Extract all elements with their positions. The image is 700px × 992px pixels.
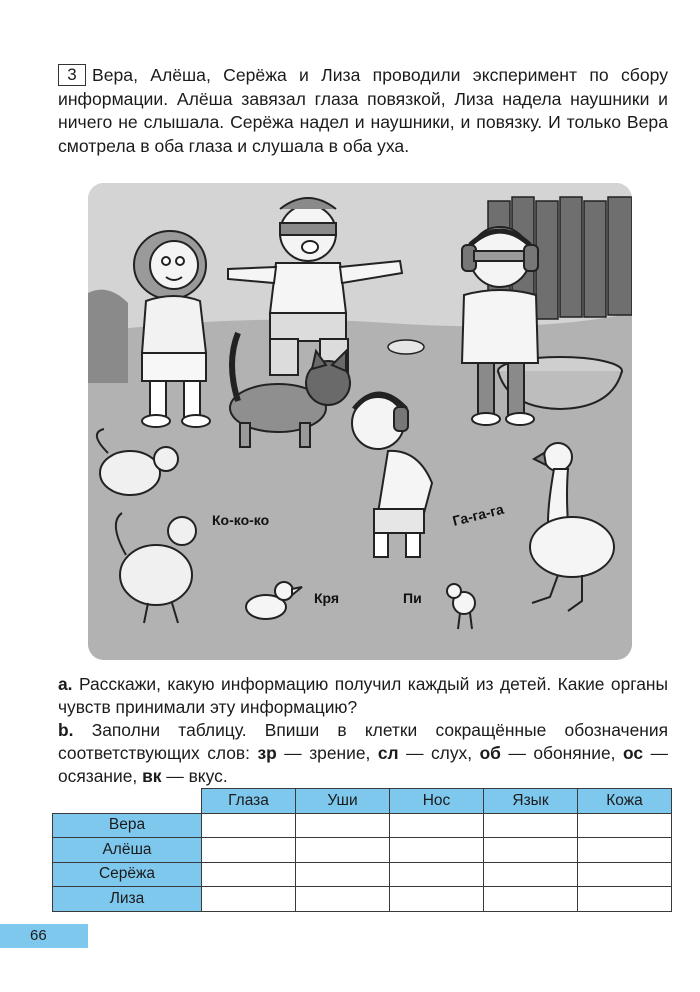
abbrev-code: вк (142, 766, 162, 786)
sound-goose: Га-га-га (450, 500, 506, 529)
column-header: Нос (390, 789, 484, 814)
column-header: Глаза (202, 789, 296, 814)
task-text: Вера, Алёша, Серёжа и Лиза проводили эксперимент по сбору информации. Алёша завязал глаза повязкой, Лиза надела наушники и ничего не слышала. Серёжа надел и наушники, и повязку. И только Вера смотрела в оба глаза и слушала в оба уха. (58, 65, 668, 156)
task-3 (58, 64, 668, 158)
illustration (88, 183, 632, 660)
table-cell[interactable] (296, 813, 390, 838)
table-cell[interactable] (484, 862, 578, 887)
abbrev-word: осязание (58, 766, 133, 786)
sound-duck: Кря (314, 590, 340, 606)
abbrev-code: ос (623, 743, 644, 763)
row-header: Алёша (53, 838, 202, 863)
row-header: Вера (53, 813, 202, 838)
page-number: 66 (0, 924, 88, 948)
column-header: Уши (296, 789, 390, 814)
question-a (58, 673, 668, 719)
senses-table (52, 788, 672, 912)
table-cell[interactable] (202, 862, 296, 887)
row-header: Лиза (53, 887, 202, 912)
sound-chick: Пи (403, 590, 422, 606)
table-row (53, 838, 672, 863)
question-a-text: Расскажи, какую информацию получил каждый из детей. Какие органы чувств принимали эту информацию? (58, 674, 668, 717)
abbrev-word: обоняние (533, 743, 611, 763)
question-b-marker: b. (58, 720, 74, 740)
table-cell[interactable] (202, 887, 296, 912)
table-cell[interactable] (578, 813, 672, 838)
abbrev-word: зрение (309, 743, 366, 763)
table-corner (53, 789, 202, 814)
table-header-row (53, 789, 672, 814)
question-b-text: Заполни таблицу. Впиши в клетки сокращённые обозначения соответствующих слов: (58, 720, 668, 763)
table-cell[interactable] (578, 887, 672, 912)
table-cell[interactable] (390, 862, 484, 887)
column-header: Кожа (578, 789, 672, 814)
table-row (53, 813, 672, 838)
table-cell[interactable] (296, 862, 390, 887)
question-b: b. Заполни таблицу. Впиши в клетки сокращённые обозначения соответствующих слов: зр — зрение, сл — слух, об — обоняние, ос — осязание, вк — вкус. (58, 720, 668, 786)
illustration-scene (88, 183, 632, 660)
table-row (53, 887, 672, 912)
table-cell[interactable] (484, 838, 578, 863)
sound-chicken: Ко-ко-ко (212, 512, 270, 528)
table-cell[interactable] (202, 838, 296, 863)
table-cell[interactable] (390, 887, 484, 912)
table-cell[interactable] (484, 887, 578, 912)
table-cell[interactable] (202, 813, 296, 838)
column-header: Язык (484, 789, 578, 814)
table-row (53, 862, 672, 887)
table-cell[interactable] (578, 838, 672, 863)
abbrev-word: слух (430, 743, 468, 763)
abbrev-code: зр (257, 743, 277, 763)
table-cell[interactable] (296, 838, 390, 863)
table-cell[interactable] (390, 838, 484, 863)
abbrev-code: об (479, 743, 501, 763)
table-cell[interactable] (390, 813, 484, 838)
abbrev-word: вкус (188, 766, 223, 786)
questions (58, 673, 668, 788)
row-header: Серёжа (53, 862, 202, 887)
table-cell[interactable] (484, 813, 578, 838)
task-number-box: 3 (58, 64, 86, 86)
table-cell[interactable] (296, 887, 390, 912)
abbrev-code: сл (377, 743, 399, 763)
bowl (388, 340, 424, 354)
question-a-marker: a. (58, 674, 73, 694)
table-cell[interactable] (578, 862, 672, 887)
